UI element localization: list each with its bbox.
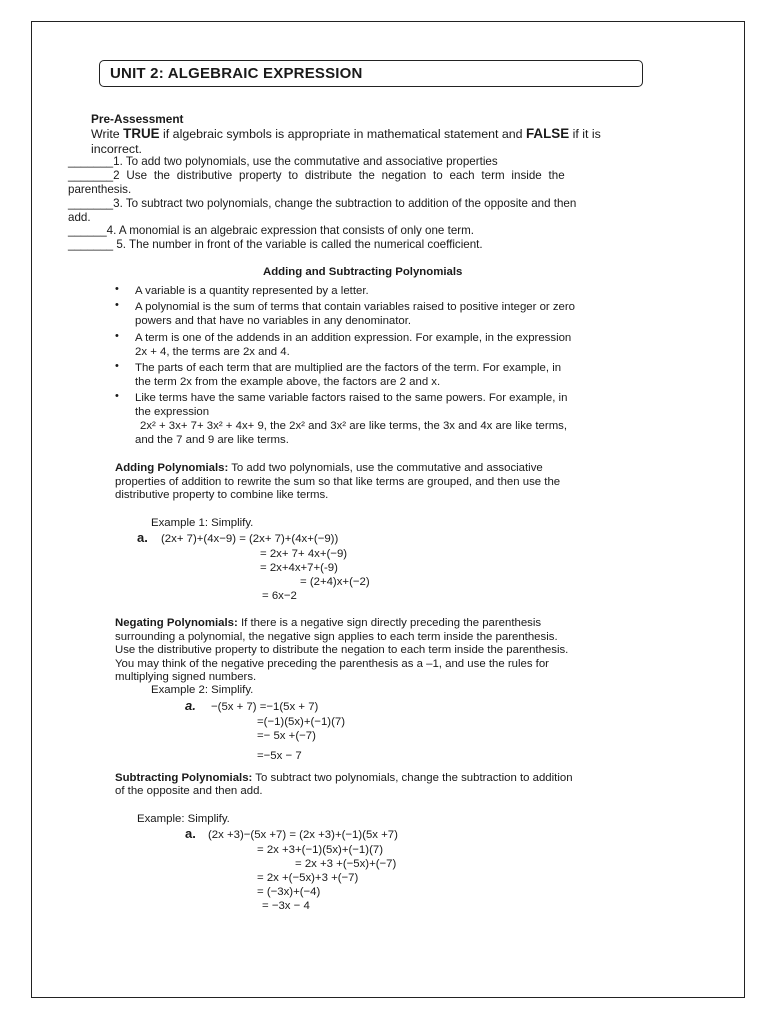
example-3-step-3: = 2x +3 +(−5x)+(−7) <box>295 858 397 870</box>
subtracting-paragraph-line-2: of the opposite and then add. <box>115 785 263 797</box>
bullet-3-line-2: 2x + 4, the terms are 2x and 4. <box>135 346 290 358</box>
example-2-title: Example 2: Simplify. <box>151 684 254 696</box>
negating-paragraph-line-4: You may think of the negative preceding the parenthesis as a –1, and use the rules for <box>115 658 549 670</box>
bullet-3-line-1: A term is one of the addends in an addition expression. For example, in the expression <box>135 332 572 344</box>
unit-title-box <box>99 60 643 87</box>
pre-item-2 <box>68 169 678 183</box>
bullet-2-line-1: A polynomial is the sum of terms that contain variables raised to positive integer or zero <box>135 301 576 313</box>
example-2-letter: a. <box>185 698 196 713</box>
bullet-dot: • <box>115 390 119 402</box>
example-3-step-1: (2x +3)−(5x +7) = (2x +3)+(−1)(5x +7) <box>208 829 398 841</box>
subtracting-text-1: To subtract two polynomials, change the subtraction to addition <box>252 772 573 784</box>
intro-text-2: if algebraic symbols is appropriate in mathematical statement and <box>159 127 526 141</box>
negating-paragraph-line-3: Use the distributive property to distribute the negation to each term inside the parenthesis. <box>115 644 569 656</box>
bullet-4-line-1: The parts of each term that are multiplied are the factors of the term. For example, in <box>135 362 562 374</box>
example-1-step-5: = 6x−2 <box>262 590 297 602</box>
pre-assessment-intro-2: incorrect. <box>91 142 142 156</box>
pre-item-2-cont: parenthesis. <box>68 183 132 196</box>
adding-label: Adding Polynomials: <box>115 462 229 474</box>
example-1-title: Example 1: Simplify. <box>151 517 254 529</box>
subtracting-paragraph-line-1 <box>115 771 573 785</box>
bullet-dot: • <box>115 299 119 311</box>
subtracting-label: Subtracting Polynomials: <box>115 772 253 784</box>
bullet-dot: • <box>115 330 119 342</box>
pre-item-1: _______1. To add two polynomials, use the commutative and associative properties <box>68 155 498 168</box>
intro-text-3: if it is <box>569 127 601 141</box>
bullet-5-line-3: 2x² + 3x+ 7+ 3x² + 4x+ 9, the 2x² and 3x² are like terms, the 3x and 4x are like terms, <box>140 420 568 432</box>
pre-item-2-text: _______2 Use the distributive property to distribute the negation to each term inside the <box>68 169 565 182</box>
example-2-step-4: =−5x − 7 <box>257 750 302 762</box>
example-1-letter: a. <box>137 530 148 545</box>
intro-text-1: Write <box>91 127 124 141</box>
bullet-5-line-4: and the 7 and 9 are like terms. <box>135 434 289 446</box>
example-1-step-1: (2x+ 7)+(4x−9) = (2x+ 7)+(4x+(−9)) <box>161 533 339 545</box>
negating-paragraph-line-5: multiplying signed numbers. <box>115 671 257 683</box>
unit-title: UNIT 2: ALGEBRAIC EXPRESSION <box>110 65 363 82</box>
bullet-dot: • <box>115 360 119 372</box>
bullet-2-line-2: powers and that have no variables in any denominator. <box>135 315 412 327</box>
negating-paragraph-line-2: surrounding a polynomial, the negative sign applies to each term inside the parenthesis. <box>115 631 558 643</box>
example-3-title: Example: Simplify. <box>137 813 230 825</box>
bullet-1-line-1: A variable is a quantity represented by a letter. <box>135 285 369 297</box>
pre-item-5: _______ 5. The number in front of the variable is called the numerical coefficient. <box>68 238 483 251</box>
bullet-4-line-2: the term 2x from the example above, the factors are 2 and x. <box>135 376 441 388</box>
example-2-step-3: =− 5x +(−7) <box>257 730 316 742</box>
example-1-step-4: = (2+4)x+(−2) <box>300 576 370 588</box>
pre-item-3-cont: add. <box>68 211 91 224</box>
adding-paragraph-line-2: properties of addition to rewrite the sum so that like terms are grouped, and then use the <box>115 476 561 488</box>
intro-true: TRUE <box>123 126 160 141</box>
negating-label: Negating Polynomials: <box>115 617 238 629</box>
negating-paragraph-line-1 <box>115 616 541 630</box>
bullet-dot: • <box>115 283 119 295</box>
section-heading: Adding and Subtracting Polynomials <box>263 266 463 278</box>
adding-paragraph-line-3: distributive property to combine like terms. <box>115 489 329 501</box>
example-3-letter: a. <box>185 826 196 841</box>
example-3-step-4: = 2x +(−5x)+3 +(−7) <box>257 872 359 884</box>
example-2-step-1: −(5x + 7) =−1(5x + 7) <box>211 701 319 713</box>
pre-item-3: _______3. To subtract two polynomials, change the subtraction to addition of the opposite and then <box>68 197 577 210</box>
adding-text-1: To add two polynomials, use the commutative and associative <box>228 462 543 474</box>
example-3-step-5: = (−3x)+(−4) <box>257 886 321 898</box>
intro-false: FALSE <box>525 126 570 141</box>
example-1-step-2: = 2x+ 7+ 4x+(−9) <box>260 548 348 560</box>
example-2-step-2: =(−1)(5x)+(−1)(7) <box>257 716 345 728</box>
negating-text-1: If there is a negative sign directly preceding the parenthesis <box>237 617 542 629</box>
pre-assessment-heading: Pre-Assessment <box>91 112 184 126</box>
pre-item-4: ______4. A monomial is an algebraic expression that consists of only one term. <box>68 224 475 237</box>
example-1-step-3: = 2x+4x+7+(-9) <box>260 562 338 574</box>
bullet-5-line-2: the expression <box>135 406 210 418</box>
pre-assessment-intro <box>91 127 601 141</box>
example-3-step-6: = −3x − 4 <box>262 900 310 912</box>
bullet-5-line-1: Like terms have the same variable factors raised to the same powers. For example, in <box>135 392 568 404</box>
example-3-step-2: = 2x +3+(−1)(5x)+(−1)(7) <box>257 844 383 856</box>
adding-paragraph-line-1 <box>115 461 543 475</box>
